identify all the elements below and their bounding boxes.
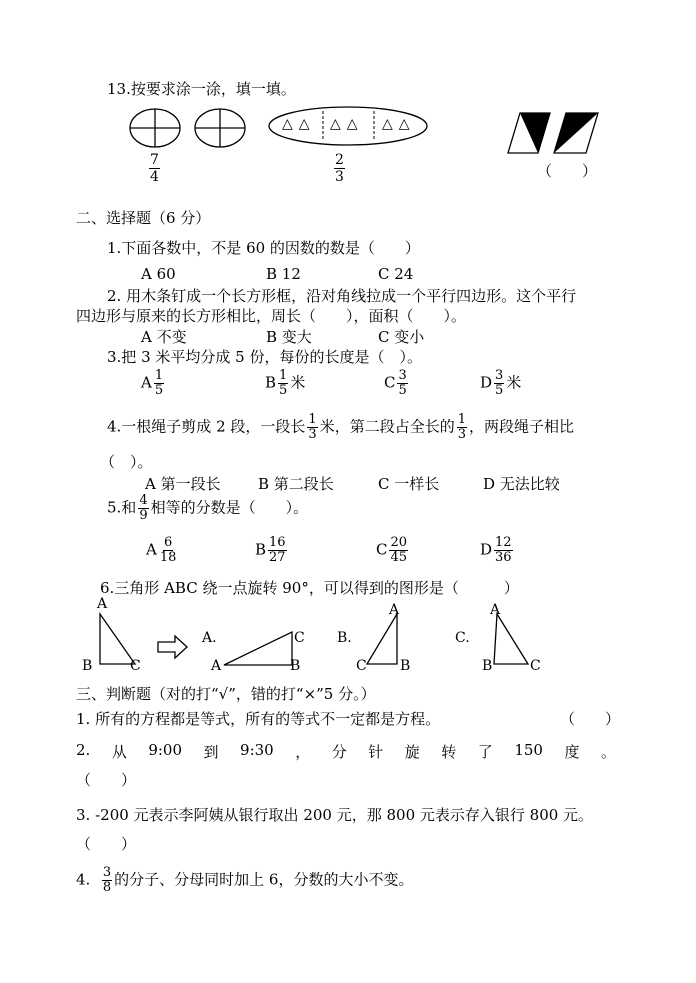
option-c-triangle[interactable] [492, 612, 532, 667]
s2-q5-option-b[interactable]: B $\frac{16}{27}$ [255, 535, 286, 565]
s3-q3-text: 3. -200 元表示李阿姨从银行取出 200 元，那 800 元表示存入银行 800 元。 [76, 806, 594, 824]
section2-heading: 二、选择题（6 分） [76, 209, 211, 227]
s2-q2-line2: 四边形与原来的长方形相比，周长（ ），面积（ ）。 [76, 307, 467, 325]
s3-q2-text: 2. 从 9:00 到 9:30 ， 分 针 旋 转 了 150 度 。 [76, 741, 616, 761]
s3-q4-text: 4. $\frac{3}{8}$ 的分子、分母同时加上 6，分数的大小不变。 [76, 865, 414, 895]
s2-q1-text: 1.下面各数中，不是 60 的因数的数是（ ） [107, 239, 420, 257]
option-b-triangle[interactable] [365, 612, 405, 667]
s2-q2-option-a[interactable]: A 不变 [141, 328, 187, 346]
q13-answer-paren[interactable]: （ ） [537, 162, 598, 180]
q13-title: 13.按要求涂一涂，填一填。 [107, 80, 296, 98]
option-c-label[interactable]: C. [455, 630, 470, 646]
s2-q4-option-a[interactable]: A 第一段长 [145, 475, 221, 493]
s2-q3-text: 3.把 3 米平均分成 5 份，每份的长度是（ ）。 [107, 348, 422, 366]
option-a-a-label: A [211, 658, 222, 674]
option-a-triangle[interactable] [222, 630, 294, 668]
parallelogram-figure [508, 111, 603, 155]
s2-q2-line1: 2. 用木条钉成一个长方形框，沿对角线拉成一个平行四边形。这个平行 [107, 287, 577, 305]
s2-q3-option-a[interactable]: A $\frac{1}{5}$ [141, 368, 164, 398]
label-a: A [97, 596, 108, 612]
s2-q6-text: 6.三角形 ABC 绕一点旋转 90°，可以得到的图形是（ ） [100, 579, 519, 597]
option-c-c-label: C [530, 658, 541, 674]
option-c-a-label: A [490, 602, 501, 618]
s2-q5-text: 5.和 $\frac{4}{9}$ 相等的分数是（ ）。 [107, 493, 309, 523]
s2-q2-option-b[interactable]: B 变大 [266, 328, 312, 346]
label-c: C [130, 658, 141, 674]
q13-fraction-1: $\frac{7}{4}$ [150, 152, 159, 185]
s2-q2-option-c[interactable]: C 变小 [378, 328, 425, 346]
option-a-c-label: C [294, 630, 305, 646]
s2-q4-option-d[interactable]: D 无法比较 [483, 475, 560, 493]
circle-fraction-figure-2 [193, 107, 248, 149]
option-c-b-label: B [482, 658, 493, 674]
q13-fraction-2: $\frac{2}{3}$ [335, 152, 344, 185]
s2-q4-text: 4.一根绳子剪成 2 段，一段长 $\frac{1}{3}$ 米，第二段占全长的 $\frac{1}{3}$ ，两段绳子相比 [107, 412, 574, 442]
section3-heading: 三、判断题（对的打“√”，错的打“×”5 分。） [76, 685, 376, 703]
s2-q3-option-c[interactable]: C $\frac{3}{5}$ [384, 368, 407, 398]
s3-q2-paren[interactable]: （ ） [76, 771, 137, 789]
s2-q1-option-a[interactable]: A 60 [141, 265, 176, 283]
s2-q3-option-d[interactable]: D $\frac{3}{5}$ 米 [480, 368, 522, 398]
s2-q5-option-d[interactable]: D $\frac{12}{36}$ [480, 535, 512, 565]
s3-q3-paren[interactable]: （ ） [76, 835, 137, 853]
s2-q4-option-c[interactable]: C 一样长 [378, 475, 440, 493]
s2-q3-option-b[interactable]: B $\frac{1}{5}$ 米 [265, 368, 306, 398]
triangle-group-3: △△ [382, 116, 416, 132]
option-b-label[interactable]: B. [337, 630, 352, 646]
s3-q1-paren[interactable]: （ ） [560, 710, 621, 728]
option-b-c-label: C [356, 658, 367, 674]
triangle-group-1: △△ [282, 116, 316, 132]
s2-q4-line2: （ ）。 [100, 453, 153, 471]
triangle-group-2: △△ [330, 116, 364, 132]
s2-q5-option-c[interactable]: C $\frac{20}{45}$ [376, 535, 408, 565]
option-a-label[interactable]: A. [202, 630, 217, 646]
option-b-a-label: A [389, 602, 400, 618]
arrow-icon [157, 635, 189, 659]
s2-q4-option-b[interactable]: B 第二段长 [258, 475, 334, 493]
option-b-b-label: B [400, 658, 411, 674]
circle-fraction-figure-1 [128, 107, 183, 149]
option-a-b-label: B [290, 658, 301, 674]
label-b: B [82, 658, 93, 674]
s2-q5-option-a[interactable]: A $\frac{6}{18}$ [146, 535, 177, 565]
s3-q1-text: 1. 所有的方程都是等式，所有的等式不一定都是方程。 [76, 710, 441, 728]
s2-q1-option-c[interactable]: C 24 [378, 265, 414, 283]
s2-q1-option-b[interactable]: B 12 [266, 265, 301, 283]
